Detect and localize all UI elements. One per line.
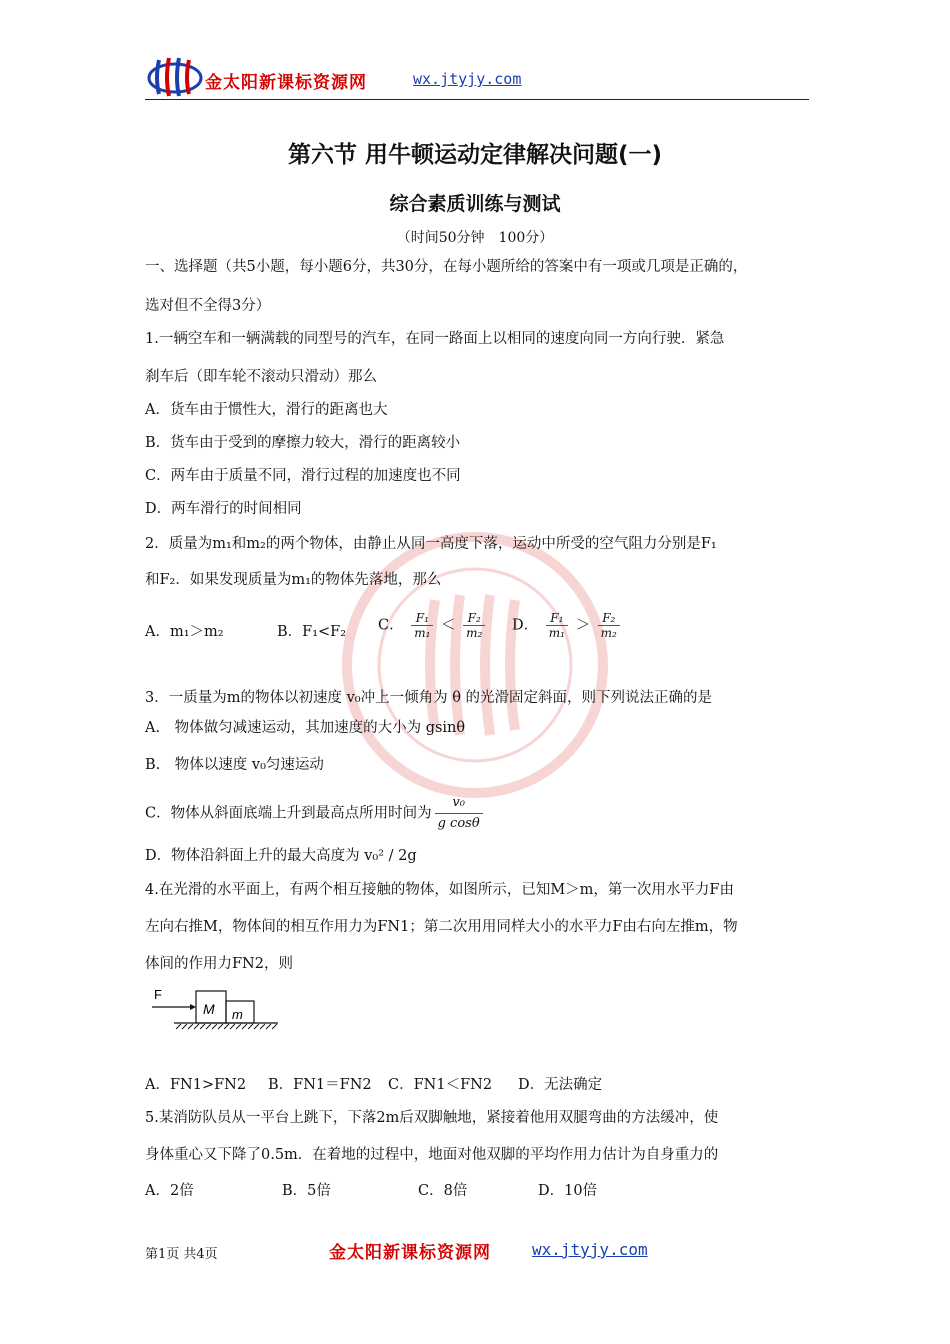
fig-small-label: m — [232, 1007, 243, 1022]
q4-line2: 左向右推M，物体间的相互作用力为FN1；第二次用用同样大小的水平力F由右向左推m，物 — [145, 919, 738, 935]
q4-figure — [150, 985, 280, 1033]
q1-option-d: D．两车滑行的时间相同 — [145, 501, 302, 517]
q2-line2: 和F₂．如果发现质量为m₁的物体先落地，那么 — [145, 572, 442, 588]
q2-d-operator: ＞ — [575, 617, 591, 634]
footer-brand: 金太阳新课标资源网 — [329, 1243, 491, 1263]
q2-d-right-fraction: $\frac{\text{F₂}}{\text{m₂}}$ — [598, 611, 620, 640]
q2-option-b: B．F₁<F₂ — [277, 624, 347, 640]
q5-option-a: A．2倍 — [145, 1183, 194, 1199]
q2-option-d — [512, 611, 623, 640]
q3-option-b: B. 物体以速度 v₀匀速运动 — [145, 757, 324, 773]
page-title: 第六节 用牛顿运动定律解决问题(一) — [287, 142, 663, 168]
q3-line1: 3．一质量为m的物体以初速度 v₀冲上一倾角为 θ 的光滑固定斜面，则下列说法正确的是 — [145, 690, 713, 706]
q1-line1: 1.一辆空车和一辆满载的同型号的汽车，在同一路面上以相同的速度向同一方向行驶．紧急 — [145, 331, 725, 347]
q5-line2: 身体重心又下降了0.5m．在着地的过程中，地面对他双脚的平均作用力估计为自身重力的 — [145, 1147, 719, 1163]
page-subtitle: 综合素质训练与测试 — [389, 193, 561, 215]
q4-line3: 体间的作用力FN2，则 — [145, 956, 293, 972]
header-url-link[interactable]: wx.jtyjy.com — [413, 70, 522, 88]
page-header — [145, 52, 809, 100]
footer-url-link[interactable]: wx.jtyjy.com — [532, 1240, 648, 1259]
q2-d-left-fraction: $\frac{\text{F₁}}{\text{m₁}}$ — [546, 611, 568, 640]
fig-big-label: M — [203, 1001, 215, 1017]
q2-c-right-fraction: $\frac{\text{F₂}}{\text{m₂}}$ — [463, 611, 485, 640]
q2-option-c — [378, 611, 488, 640]
section1-line2: 选对但不全得3分） — [145, 298, 271, 314]
jty-logo-icon — [145, 52, 205, 98]
q1-option-a: A．货车由于惯性大，滑行的距离也大 — [145, 402, 388, 418]
q2-option-a: A．m₁＞m₂ — [145, 624, 224, 640]
q3-option-c-text: C．物体从斜面底端上升到最高点所用时间为 — [145, 805, 432, 822]
q3-option-a: A. 物体做匀减速运动，其加速度的大小为 gsinθ — [145, 720, 466, 736]
header-rule — [145, 99, 809, 100]
force-arrow-icon — [190, 1004, 196, 1010]
q2-line1: 2．质量为m₁和m₂的两个物体，由静止从同一高度下落，运动中所受的空气阻力分别是F₁ — [145, 536, 717, 552]
q5-option-b: B．5倍 — [282, 1183, 331, 1199]
q5-line1: 5.某消防队员从一平台上跳下，下落2m后双脚触地，紧接着他用双腿弯曲的方法缓冲，使 — [145, 1110, 719, 1126]
q3-option-c — [145, 793, 486, 834]
q4-option-a: A．FN1>FN2 — [145, 1077, 247, 1093]
q4-option-c: C．FN1＜FN2 — [388, 1077, 493, 1093]
q4-option-d: D．无法确定 — [518, 1077, 603, 1093]
q3-c-fraction: $\frac{\text{v₀}}{\text{g cosθ}}$ — [435, 793, 483, 834]
q2-option-d-label: D． — [512, 617, 539, 634]
q2-option-c-label: C． — [378, 617, 404, 634]
q1-line2: 刹车后（即车轮不滚动只滑动）那么 — [145, 369, 377, 385]
q1-option-c: C．两车由于质量不同，滑行过程的加速度也不同 — [145, 468, 461, 484]
q4-option-b: B．FN1＝FN2 — [268, 1077, 372, 1093]
fig-force-label: F — [154, 987, 162, 1002]
footer-page-number: 第1页 共4页 — [145, 1247, 218, 1262]
section1-line1: 一、选择题（共5小题，每小题6分，共30分，在每小题所给的答案中有一项或几项是正确的， — [145, 259, 748, 275]
q1-option-b: B．货车由于受到的摩擦力较大，滑行的距离较小 — [145, 435, 461, 451]
q5-option-d: D．10倍 — [538, 1183, 598, 1199]
q5-option-c: C．8倍 — [418, 1183, 468, 1199]
header-brand: 金太阳新课标资源网 — [205, 73, 367, 93]
q3-option-d: D．物体沿斜面上升的最大高度为 v₀² / 2g — [145, 848, 417, 864]
q2-c-operator: ＜ — [441, 617, 456, 634]
q4-line1: 4.在光滑的水平面上，有两个相互接触的物体，如图所示，已知M＞m，第一次用水平力F由 — [145, 882, 734, 898]
q2-c-left-fraction: $\frac{\text{F₁}}{\text{m₁}}$ — [411, 611, 433, 640]
time-info: （时间50分钟 100分） — [396, 230, 554, 246]
